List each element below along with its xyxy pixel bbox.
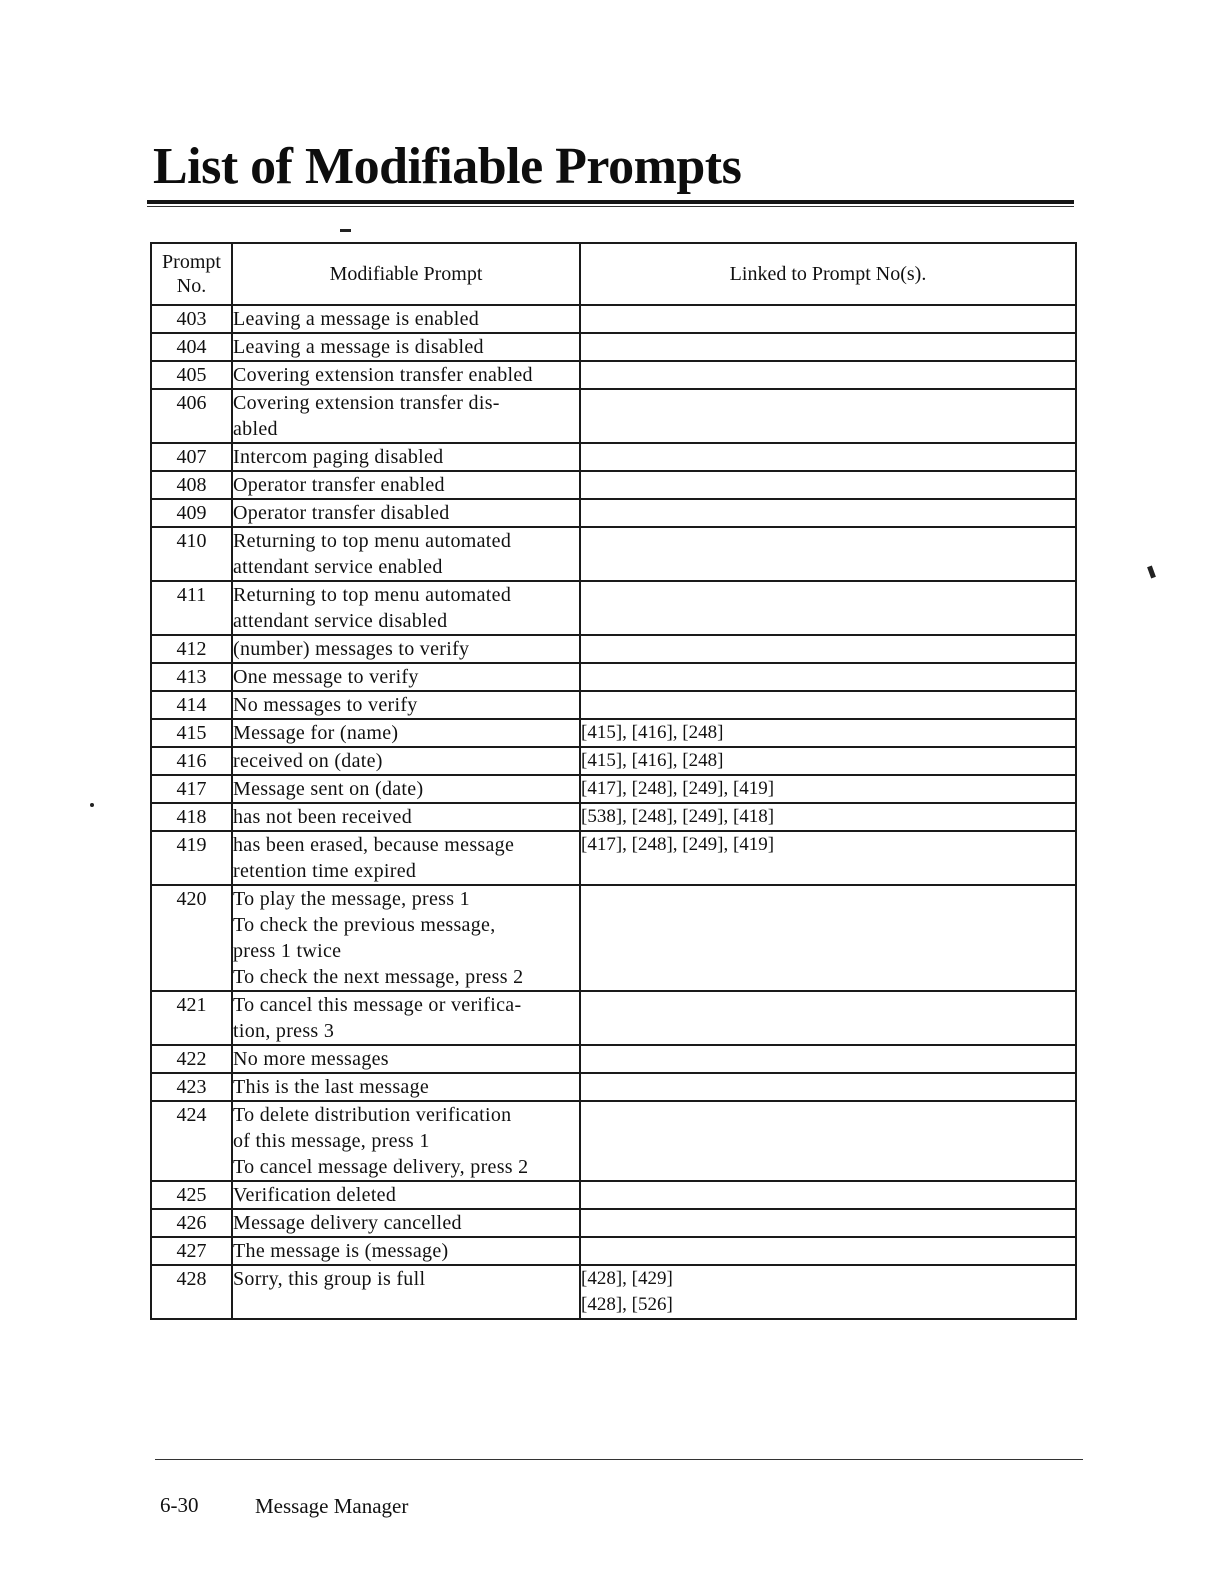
table-row — [151, 1181, 1076, 1209]
linked-prompts: [415], [416], [248] — [580, 747, 1076, 775]
scan-speck — [340, 229, 351, 232]
prompt-number: 412 — [151, 635, 232, 663]
linked-prompts — [580, 1073, 1076, 1101]
linked-prompts — [580, 1237, 1076, 1265]
prompt-text: Message sent on (date) — [232, 775, 580, 803]
linked-prompts: [415], [416], [248] — [580, 719, 1076, 747]
footer-page-number: 6-30 — [160, 1493, 199, 1517]
table-row — [151, 719, 1076, 747]
table-row — [151, 691, 1076, 719]
linked-prompts — [580, 471, 1076, 499]
linked-prompts — [580, 991, 1076, 1045]
linked-prompts — [580, 305, 1076, 333]
prompt-text: has not been received — [232, 803, 580, 831]
prompt-number: 422 — [151, 1045, 232, 1073]
prompt-number: 414 — [151, 691, 232, 719]
table-row — [151, 991, 1076, 1045]
prompt-text: To delete distribution verification of this message, press 1 To cancel message delivery, press 2 — [232, 1101, 580, 1181]
linked-prompts — [580, 581, 1076, 635]
prompt-number: 424 — [151, 1101, 232, 1181]
prompt-text: The message is (message) — [232, 1237, 580, 1265]
prompt-number: 418 — [151, 803, 232, 831]
linked-prompts: [417], [248], [249], [419] — [580, 831, 1076, 885]
table-row — [151, 389, 1076, 443]
table-row — [151, 1209, 1076, 1237]
prompt-text: Leaving a message is disabled — [232, 333, 580, 361]
table-row — [151, 527, 1076, 581]
header-prompt-no-label: Prompt No. — [162, 251, 221, 297]
linked-prompts — [580, 499, 1076, 527]
linked-prompts — [580, 361, 1076, 389]
prompt-text: To play the message, press 1 To check the previous message, press 1 twice To check the next message, press 2 — [232, 885, 580, 991]
prompt-text: This is the last message — [232, 1073, 580, 1101]
prompt-number: 427 — [151, 1237, 232, 1265]
prompt-text: Intercom paging disabled — [232, 443, 580, 471]
scan-speck — [1147, 566, 1156, 579]
prompt-number: 403 — [151, 305, 232, 333]
prompt-number: 419 — [151, 831, 232, 885]
linked-prompts — [580, 443, 1076, 471]
prompt-number: 416 — [151, 747, 232, 775]
table-row — [151, 803, 1076, 831]
prompt-number: 415 — [151, 719, 232, 747]
prompt-text: Verification deleted — [232, 1181, 580, 1209]
table-row — [151, 1265, 1076, 1319]
linked-prompts — [580, 1181, 1076, 1209]
prompt-number: 421 — [151, 991, 232, 1045]
prompt-number: 404 — [151, 333, 232, 361]
linked-prompts — [580, 663, 1076, 691]
prompt-text: Covering extension transfer enabled — [232, 361, 580, 389]
prompt-text: Sorry, this group is full — [232, 1265, 580, 1319]
table-body — [151, 305, 1076, 1319]
prompt-number: 417 — [151, 775, 232, 803]
title-rule — [147, 200, 1074, 204]
prompt-number: 413 — [151, 663, 232, 691]
scan-speck — [90, 803, 94, 807]
prompt-number: 411 — [151, 581, 232, 635]
table-row — [151, 333, 1076, 361]
table-row — [151, 775, 1076, 803]
table-row — [151, 581, 1076, 635]
prompt-number: 407 — [151, 443, 232, 471]
linked-prompts — [580, 1101, 1076, 1181]
prompt-number: 409 — [151, 499, 232, 527]
table-row — [151, 635, 1076, 663]
prompt-number: 408 — [151, 471, 232, 499]
prompt-text: No messages to verify — [232, 691, 580, 719]
table-row — [151, 1073, 1076, 1101]
title-rule-thin — [147, 206, 1074, 207]
prompt-text: Message for (name) — [232, 719, 580, 747]
table-row — [151, 499, 1076, 527]
footer-book-title: Message Manager — [255, 1494, 409, 1518]
prompt-text: Operator transfer disabled — [232, 499, 580, 527]
prompt-text: Returning to top menu automated attendant service disabled — [232, 581, 580, 635]
table-row — [151, 305, 1076, 333]
prompt-text: Message delivery cancelled — [232, 1209, 580, 1237]
prompt-text: To cancel this message or verifica- tion, press 3 — [232, 991, 580, 1045]
table-header-row — [151, 243, 1076, 305]
prompt-text: No more messages — [232, 1045, 580, 1073]
linked-prompts — [580, 333, 1076, 361]
prompt-text: One message to verify — [232, 663, 580, 691]
table-row — [151, 471, 1076, 499]
prompt-number: 423 — [151, 1073, 232, 1101]
prompt-text: Leaving a message is enabled — [232, 305, 580, 333]
prompt-number: 428 — [151, 1265, 232, 1319]
header-prompt-no — [151, 243, 232, 305]
table-row — [151, 885, 1076, 991]
prompt-number: 405 — [151, 361, 232, 389]
linked-prompts — [580, 389, 1076, 443]
header-linked-prompts: Linked to Prompt No(s). — [580, 243, 1076, 305]
prompt-number: 425 — [151, 1181, 232, 1209]
table-row — [151, 831, 1076, 885]
table-row — [151, 747, 1076, 775]
linked-prompts — [580, 691, 1076, 719]
linked-prompts — [580, 635, 1076, 663]
linked-prompts — [580, 1045, 1076, 1073]
table-row — [151, 443, 1076, 471]
prompt-text: Covering extension transfer dis- abled — [232, 389, 580, 443]
table-row — [151, 1101, 1076, 1181]
table-row — [151, 1045, 1076, 1073]
prompt-text: Returning to top menu automated attendant service enabled — [232, 527, 580, 581]
linked-prompts — [580, 1209, 1076, 1237]
table-row — [151, 361, 1076, 389]
linked-prompts — [580, 527, 1076, 581]
linked-prompts: [428], [429] [428], [526] — [580, 1265, 1076, 1319]
table-row — [151, 663, 1076, 691]
page-title: List of Modifiable Prompts — [153, 138, 742, 195]
prompts-table — [150, 242, 1077, 1320]
prompt-number: 426 — [151, 1209, 232, 1237]
linked-prompts: [538], [248], [249], [418] — [580, 803, 1076, 831]
footer-rule — [155, 1459, 1083, 1460]
prompt-text: has been erased, because message retention time expired — [232, 831, 580, 885]
header-modifiable-prompt: Modifiable Prompt — [232, 243, 580, 305]
prompt-text: (number) messages to verify — [232, 635, 580, 663]
prompt-text: Operator transfer enabled — [232, 471, 580, 499]
prompt-text: received on (date) — [232, 747, 580, 775]
prompt-number: 406 — [151, 389, 232, 443]
prompt-number: 410 — [151, 527, 232, 581]
prompt-number: 420 — [151, 885, 232, 991]
table-row — [151, 1237, 1076, 1265]
linked-prompts: [417], [248], [249], [419] — [580, 775, 1076, 803]
linked-prompts — [580, 885, 1076, 991]
